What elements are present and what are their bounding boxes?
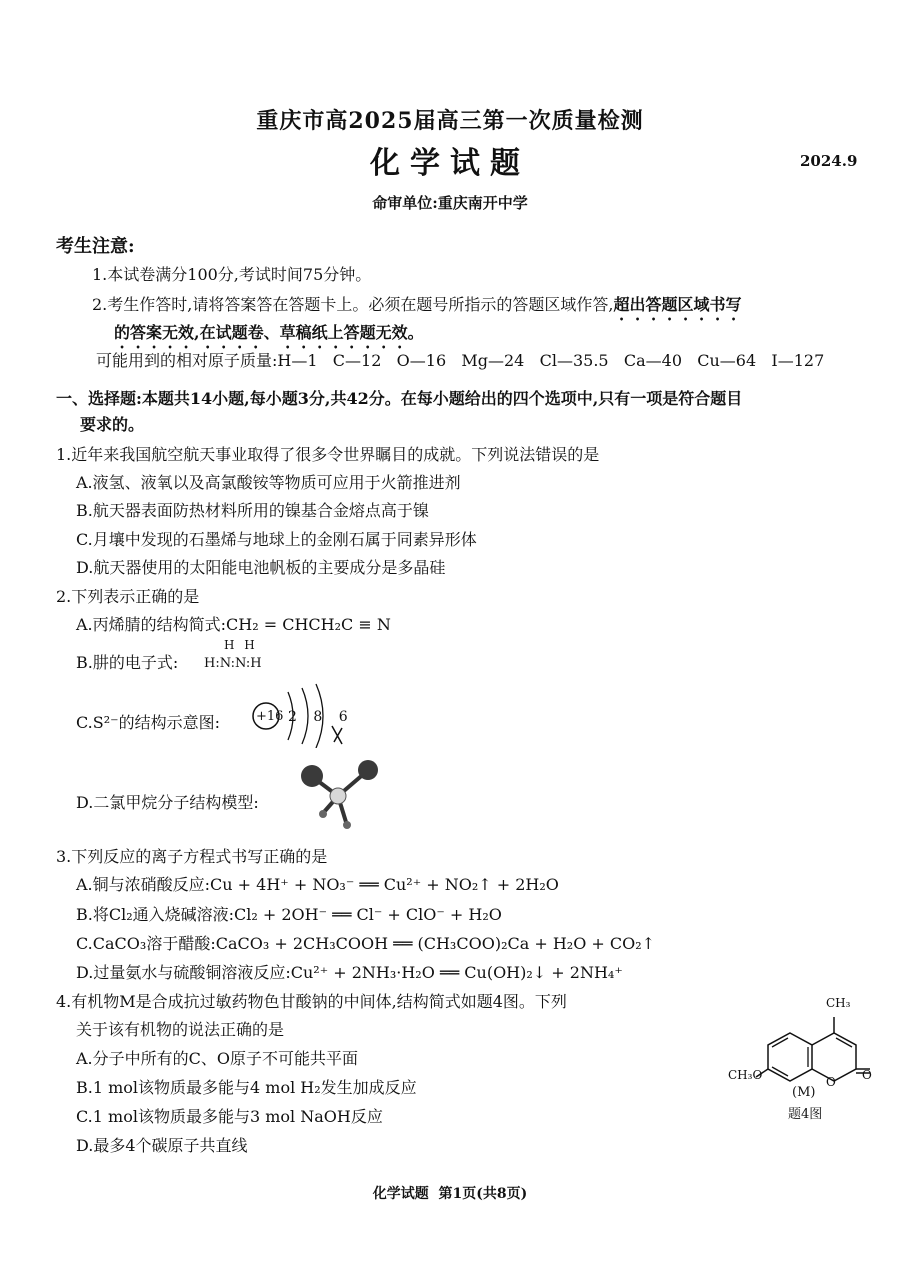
notice-title: 考生注意: [56, 236, 135, 257]
atomic-masses: 可能用到的相对原子质量:H—1 C—12 O—16 Mg—24 Cl—35.5 Ca—40 Cu—64 I—127 [96, 351, 825, 370]
q1-option-b: B.航天器表面防热材料所用的镍基合金熔点高于镍 [76, 501, 429, 520]
q4-option-a: A.分子中所有的C、O原子不可能共平面 [76, 1049, 359, 1068]
q4-stem: 4.有机物M是合成抗过敏药物色甘酸钠的中间体,结构简式如题4图。下列 [56, 992, 567, 1011]
section-heading: 一、选择题:本题共14小题,每小题3分,共42分。在每小题给出的四个选项中,只有一项是符合题目 [56, 389, 743, 408]
notice-item-2-emphasis: 超出答题区域书写 [613, 295, 742, 314]
q2-option-a-label: A.丙烯腈的结构简式: [76, 615, 227, 634]
q2-option-a [76, 612, 391, 635]
fig-caption: 题4图 [788, 1107, 823, 1122]
fig-ch3-label: CH₃ [826, 996, 851, 1010]
q2-stem: 2.下列表示正确的是 [56, 587, 200, 606]
hydrogen-atom-1 [319, 810, 327, 818]
setting-unit: 命审单位:重庆南开中学 [372, 194, 528, 212]
subject-title: 化学试题 [370, 146, 530, 181]
chlorine-atom-1 [301, 765, 323, 787]
hydrogen-atom-2 [343, 821, 351, 829]
q3-option-c: C.CaCO₃溶于醋酸:CaCO₃ + 2CH₃COOH ══ (CH₃COO)₂Ca + H₂O + CO₂↑ [76, 934, 656, 953]
q4-option-d: D.最多4个碳原子共直线 [76, 1136, 248, 1155]
fig-molecule-label: (M) [792, 1085, 816, 1100]
q1-option-d: D.航天器使用的太阳能电池帆板的主要成分是多晶硅 [76, 558, 446, 577]
carbon-atom [330, 788, 346, 804]
q1-option-c: C.月壤中发现的石墨烯与地球上的金刚石属于同素异形体 [76, 530, 477, 549]
q2-electron-formula: H:N:N:H [204, 656, 262, 671]
q3-option-d: D.过量氨水与硫酸铜溶液反应:Cu²⁺ + 2NH₃·H₂O ══ Cu(OH)₂↓ + 2NH₄⁺ [76, 963, 623, 982]
fig-carbonyl-o: O [862, 1068, 872, 1082]
q1-stem: 1.近年来我国航空航天事业取得了很多令世界瞩目的成就。下列说法错误的是 [56, 445, 600, 464]
q2-option-c-label: C.S²⁻的结构示意图: [76, 713, 220, 732]
notice-item-1: 1.本试卷满分100分,考试时间75分钟。 [92, 265, 372, 284]
q2-electron-formula-top: H H [224, 638, 258, 652]
q2-option-b-label: B.肼的电子式: [76, 653, 179, 672]
q2-option-a-formula: CH₂ = CHCH₂C ≡ N [226, 615, 391, 634]
page-footer: 化学试题 第1页(共8页) [372, 1186, 528, 1202]
exam-date: 2024.9 [800, 152, 858, 170]
q4-option-c: C.1 mol该物质最多能与3 mol NaOH反应 [76, 1107, 383, 1126]
q3-option-b: B.将Cl₂通入烧碱溶液:Cl₂ + 2OH⁻ ══ Cl⁻ + ClO⁻ + H₂O [76, 905, 502, 924]
q3-stem: 3.下列反应的离子方程式书写正确的是 [56, 847, 328, 866]
q4-stem-continued: 关于该有机物的说法正确的是 [76, 1020, 285, 1039]
q3-option-a: A.铜与浓硝酸反应:Cu + 4H⁺ + NO₃⁻ ══ Cu²⁺ + NO₂↑ + 2H₂O [76, 875, 559, 894]
q2-option-d-label: D.二氯甲烷分子结构模型: [76, 793, 259, 812]
section-heading-continued: 要求的。 [80, 415, 145, 434]
dichloromethane-model [296, 758, 386, 836]
exam-title: 重庆市高2025届高三第一次质量检测 [256, 108, 644, 134]
cross-mark [332, 726, 342, 744]
electron-shells: 2 8 6 [288, 709, 354, 725]
notice-item-2-continued: 的答案无效,在试题卷、草稿纸上答题无效。 [114, 323, 424, 342]
nucleus-charge: +16 [256, 709, 284, 724]
fig-och3-label: CH₃O [728, 1068, 763, 1082]
notice-item-2-text: 2.考生作答时,请将答案答在答题卡上。必须在题号所指示的答题区域作答, [92, 295, 614, 314]
q4-option-b: B.1 mol该物质最多能与4 mol H₂发生加成反应 [76, 1078, 417, 1097]
chlorine-atom-2 [358, 760, 378, 780]
q1-option-a: A.液氢、液氧以及高氯酸铵等物质可应用于火箭推进剂 [76, 473, 461, 492]
fig-ring-o: O [826, 1075, 836, 1089]
